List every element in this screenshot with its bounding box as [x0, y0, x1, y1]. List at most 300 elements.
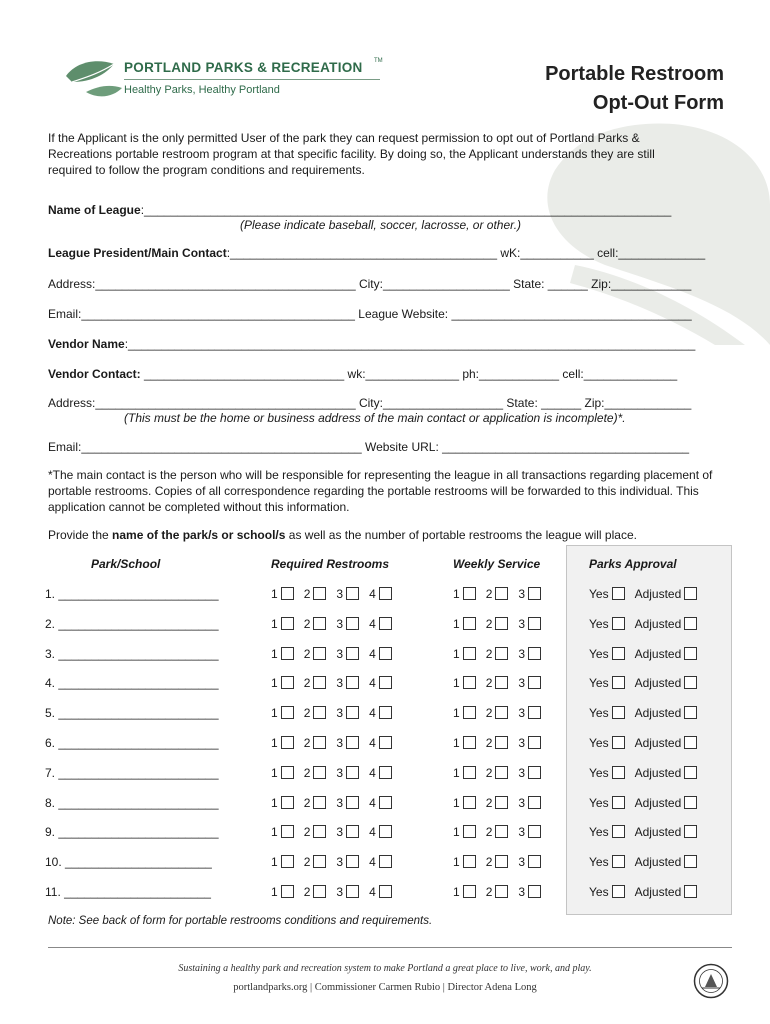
league-name-line[interactable]: :_______________________________________________________________________________: [140, 203, 672, 217]
weekly-service-option[interactable]: [453, 766, 476, 780]
park-school-field[interactable]: [45, 676, 219, 690]
weekly-service-option[interactable]: [518, 587, 541, 601]
weekly-service-option[interactable]: [486, 647, 509, 661]
required-restrooms-option[interactable]: [304, 766, 327, 780]
weekly-service-option[interactable]: [486, 855, 509, 869]
required-restrooms-option[interactable]: [271, 885, 294, 899]
checkbox[interactable]: [346, 587, 359, 600]
checkbox[interactable]: [463, 676, 476, 689]
table-row: [0, 617, 770, 637]
weekly-service-option[interactable]: [453, 706, 476, 720]
checkbox[interactable]: [281, 885, 294, 898]
required-restrooms-option[interactable]: [304, 617, 327, 631]
parks-approval: [589, 885, 707, 899]
checkbox[interactable]: [463, 796, 476, 809]
weekly-service-option[interactable]: [486, 587, 509, 601]
weekly-service-option[interactable]: [486, 706, 509, 720]
weekly-service-option[interactable]: [453, 617, 476, 631]
required-restrooms-option[interactable]: [369, 855, 392, 869]
checkbox[interactable]: [379, 855, 392, 868]
checkbox[interactable]: [463, 617, 476, 630]
table-row: [0, 676, 770, 696]
checkbox[interactable]: [281, 736, 294, 749]
checkbox[interactable]: [612, 587, 625, 600]
checkbox[interactable]: [313, 617, 326, 630]
parks-approval-option[interactable]: [635, 855, 698, 869]
checkbox[interactable]: [346, 617, 359, 630]
park-school-line[interactable]: ________________________: [58, 676, 219, 691]
checkbox[interactable]: [528, 587, 541, 600]
required-restrooms-option[interactable]: [271, 796, 294, 810]
vendor-address-field[interactable]: Address:_______________________________________ City:__________________ State: ______ Zip:_____________: [48, 396, 692, 410]
checkbox[interactable]: [313, 825, 326, 838]
checkbox[interactable]: [281, 706, 294, 719]
parks-approval: [589, 825, 707, 839]
weekly-service-option-label: 1: [453, 795, 460, 810]
weekly-service-option-label: 2: [485, 825, 493, 840]
weekly-service-option[interactable]: [486, 825, 509, 839]
required-restrooms-option[interactable]: [369, 766, 392, 780]
weekly-service-option[interactable]: [518, 736, 541, 750]
weekly-service-option[interactable]: [453, 825, 476, 839]
required-restrooms-option[interactable]: [369, 647, 392, 661]
park-school-field[interactable]: [45, 736, 219, 750]
park-school-field[interactable]: [45, 706, 219, 720]
weekly-service-option[interactable]: [486, 736, 509, 750]
checkbox[interactable]: [313, 706, 326, 719]
checkbox[interactable]: [346, 647, 359, 660]
required-restrooms-option-label: 3: [336, 616, 344, 631]
park-school-line[interactable]: ________________________: [58, 825, 219, 840]
checkbox[interactable]: [612, 766, 625, 779]
required-restrooms-option[interactable]: [304, 706, 327, 720]
checkbox[interactable]: [612, 885, 625, 898]
required-restrooms: [271, 855, 402, 869]
checkbox[interactable]: [379, 587, 392, 600]
checkbox[interactable]: [495, 855, 508, 868]
checkbox[interactable]: [346, 825, 359, 838]
row-number: 2.: [45, 616, 56, 631]
weekly-service-option[interactable]: [518, 885, 541, 899]
park-school-line[interactable]: ________________________: [58, 587, 219, 601]
weekly-service-option-label: 1: [453, 646, 460, 661]
parks-approval-option-label: Adjusted: [634, 855, 682, 870]
required-restrooms-option[interactable]: [304, 587, 327, 601]
vendor-name-line[interactable]: :_____________________________________________________________________________________: [124, 337, 696, 351]
required-restrooms-option[interactable]: [271, 617, 294, 631]
required-restrooms: [271, 766, 402, 780]
weekly-service-option[interactable]: [518, 647, 541, 661]
weekly-service-option[interactable]: [518, 706, 541, 720]
row-number: 3.: [45, 646, 56, 661]
checkbox[interactable]: [313, 796, 326, 809]
checkbox[interactable]: [495, 736, 508, 749]
back-of-form-note: Note: See back of form for portable restrooms conditions and requirements.: [48, 915, 433, 927]
weekly-service-option-label: 2: [485, 646, 493, 661]
checkbox[interactable]: [684, 617, 697, 630]
required-restrooms: [271, 706, 402, 720]
checkbox[interactable]: [463, 855, 476, 868]
form-title: [545, 60, 724, 118]
checkbox[interactable]: [379, 706, 392, 719]
required-restrooms-option[interactable]: [336, 587, 359, 601]
required-restrooms-option[interactable]: [271, 676, 294, 690]
required-restrooms-option[interactable]: [336, 736, 359, 750]
league-president-field[interactable]: [48, 246, 705, 260]
required-restrooms-option[interactable]: [369, 796, 392, 810]
required-restrooms-option[interactable]: [336, 676, 359, 690]
required-restrooms-option[interactable]: [369, 885, 392, 899]
checkbox[interactable]: [379, 766, 392, 779]
required-restrooms-option-label: 1: [271, 646, 278, 661]
parks-approval-option-label: Yes: [589, 825, 609, 840]
required-restrooms: [271, 825, 402, 839]
parks-approval-option[interactable]: [589, 587, 625, 601]
parks-approval-option[interactable]: [635, 825, 698, 839]
required-restrooms-option[interactable]: [304, 855, 327, 869]
checkbox[interactable]: [346, 855, 359, 868]
checkbox[interactable]: [612, 825, 625, 838]
checkbox[interactable]: [379, 885, 392, 898]
checkbox[interactable]: [612, 617, 625, 630]
weekly-service-option[interactable]: [518, 617, 541, 631]
city-seal-icon: [693, 963, 729, 999]
weekly-service-option[interactable]: [518, 766, 541, 780]
parks-approval-option[interactable]: [635, 736, 698, 750]
checkbox[interactable]: [379, 676, 392, 689]
checkbox[interactable]: [612, 647, 625, 660]
weekly-service-option-label: 2: [485, 855, 493, 870]
parks-approval-option[interactable]: [635, 676, 698, 690]
checkbox[interactable]: [379, 796, 392, 809]
checkbox[interactable]: [612, 676, 625, 689]
required-restrooms-option-label: 2: [303, 676, 311, 691]
weekly-service-option[interactable]: [518, 676, 541, 690]
required-restrooms-option-label: 3: [336, 825, 344, 840]
required-restrooms-option-label: 3: [336, 646, 344, 661]
checkbox[interactable]: [684, 587, 697, 600]
checkbox[interactable]: [463, 647, 476, 660]
weekly-service-option[interactable]: [486, 676, 509, 690]
checkbox[interactable]: [346, 885, 359, 898]
park-school-field[interactable]: [45, 855, 212, 869]
checkbox[interactable]: [281, 617, 294, 630]
checkbox[interactable]: [612, 796, 625, 809]
required-restrooms-option-label: 4: [369, 736, 376, 750]
checkbox[interactable]: [495, 825, 508, 838]
park-school-field[interactable]: [45, 647, 219, 661]
vendor-contact-field[interactable]: [48, 367, 677, 381]
required-restrooms-option[interactable]: [336, 647, 359, 661]
weekly-service-option[interactable]: [486, 796, 509, 810]
park-school-line[interactable]: ________________________: [58, 795, 219, 810]
checkbox[interactable]: [495, 796, 508, 809]
required-restrooms-option-label: 2: [303, 885, 311, 899]
parks-approval-option[interactable]: [589, 706, 625, 720]
required-restrooms-option[interactable]: [304, 885, 327, 899]
park-school-field[interactable]: [45, 617, 219, 631]
checkbox[interactable]: [313, 736, 326, 749]
park-school-field[interactable]: [45, 825, 219, 839]
checkbox[interactable]: [281, 647, 294, 660]
checkbox[interactable]: [528, 766, 541, 779]
checkbox[interactable]: [346, 736, 359, 749]
parks-approval-option[interactable]: [635, 647, 698, 661]
checkbox[interactable]: [495, 706, 508, 719]
parks-approval-option[interactable]: [635, 706, 698, 720]
checkbox[interactable]: [495, 617, 508, 630]
parks-approval-option[interactable]: [589, 855, 625, 869]
park-school-field[interactable]: [45, 885, 211, 899]
header-required-restrooms: Required Restrooms: [271, 557, 390, 571]
weekly-service-option-label: 1: [453, 736, 460, 750]
checkbox[interactable]: [528, 706, 541, 719]
required-restrooms-option[interactable]: [271, 855, 294, 869]
league-name-field[interactable]: [48, 203, 671, 217]
checkbox[interactable]: [528, 736, 541, 749]
parks-approval-option-label: Yes: [589, 736, 609, 750]
checkbox[interactable]: [379, 736, 392, 749]
checkbox[interactable]: [281, 855, 294, 868]
checkbox[interactable]: [463, 885, 476, 898]
checkbox[interactable]: [528, 647, 541, 660]
required-restrooms-option[interactable]: [336, 796, 359, 810]
required-restrooms-option[interactable]: [304, 796, 327, 810]
parks-approval-option-label: Adjusted: [634, 885, 682, 899]
parks-approval-option-label: Adjusted: [634, 616, 682, 631]
parks-approval-option-label: Yes: [589, 676, 609, 691]
parks-approval-option-label: Adjusted: [634, 587, 682, 601]
required-restrooms-option-label: 1: [271, 676, 278, 691]
required-restrooms-option[interactable]: [336, 617, 359, 631]
required-restrooms-option-label: 2: [303, 855, 311, 870]
park-school-line[interactable]: ________________________: [58, 646, 219, 661]
weekly-service-option[interactable]: [518, 825, 541, 839]
parks-approval-option[interactable]: [589, 885, 625, 899]
checkbox[interactable]: [684, 796, 697, 809]
parks-approval-option[interactable]: [589, 647, 625, 661]
weekly-service-option[interactable]: [518, 855, 541, 869]
vendor-name-field[interactable]: [48, 337, 695, 351]
checkbox[interactable]: [528, 825, 541, 838]
league-email-field[interactable]: Email:_________________________________________ League Website: ____________________________________: [48, 307, 692, 321]
checkbox[interactable]: [463, 766, 476, 779]
table-row: [0, 706, 770, 726]
vendor-address-hint: (This must be the home or business address of the main contact or application is incomplete)*.: [124, 411, 626, 425]
weekly-service-option-label: 3: [518, 736, 526, 750]
park-school-line[interactable]: ________________________: [58, 706, 219, 721]
checkbox[interactable]: [684, 885, 697, 898]
org-name: PORTLAND PARKS & RECREATION: [124, 60, 363, 75]
required-restrooms-option[interactable]: [369, 825, 392, 839]
checkbox[interactable]: [528, 885, 541, 898]
checkbox[interactable]: [684, 766, 697, 779]
required-restrooms-option[interactable]: [336, 706, 359, 720]
required-restrooms-option[interactable]: [304, 736, 327, 750]
checkbox[interactable]: [495, 766, 508, 779]
required-restrooms-option-label: 4: [369, 706, 376, 721]
checkbox[interactable]: [346, 676, 359, 689]
checkbox[interactable]: [684, 736, 697, 749]
park-school-line[interactable]: ________________________: [58, 736, 219, 750]
parks-approval-option[interactable]: [589, 736, 625, 750]
required-restrooms-option[interactable]: [271, 647, 294, 661]
checkbox[interactable]: [612, 706, 625, 719]
parks-approval-option[interactable]: [635, 885, 698, 899]
checkbox[interactable]: [684, 855, 697, 868]
required-restrooms-option-label: 4: [369, 616, 376, 631]
weekly-service-option[interactable]: [453, 885, 476, 899]
weekly-service-option[interactable]: [453, 587, 476, 601]
parks-approval-option[interactable]: [589, 766, 625, 780]
weekly-service-option-label: 1: [453, 885, 460, 899]
park-school-line[interactable]: ______________________: [65, 855, 212, 870]
weekly-service-option-label: 2: [485, 736, 493, 750]
checkbox[interactable]: [313, 885, 326, 898]
park-school-field[interactable]: [45, 796, 219, 810]
checkbox[interactable]: [463, 736, 476, 749]
required-restrooms-option[interactable]: [271, 706, 294, 720]
required-restrooms-option[interactable]: [271, 587, 294, 601]
park-school-line[interactable]: ________________________: [58, 765, 219, 780]
parks-approval-option-label: Yes: [589, 706, 609, 721]
parks-approval-option[interactable]: [589, 796, 625, 810]
required-restrooms-option-label: 2: [303, 765, 311, 780]
checkbox[interactable]: [379, 647, 392, 660]
weekly-service-option[interactable]: [486, 617, 509, 631]
checkbox[interactable]: [281, 766, 294, 779]
league-address-field[interactable]: Address:_______________________________________ City:___________________ State: ______ Zip:____________: [48, 277, 692, 291]
checkbox[interactable]: [495, 676, 508, 689]
required-restrooms-option[interactable]: [369, 736, 392, 750]
required-restrooms-option[interactable]: [271, 825, 294, 839]
required-restrooms-option-label: 1: [271, 885, 278, 899]
checkbox[interactable]: [684, 647, 697, 660]
required-restrooms-option[interactable]: [271, 736, 294, 750]
checkbox[interactable]: [313, 766, 326, 779]
checkbox[interactable]: [313, 855, 326, 868]
checkbox[interactable]: [379, 617, 392, 630]
weekly-service-option-label: 2: [485, 706, 493, 721]
checkbox[interactable]: [463, 825, 476, 838]
required-restrooms-option-label: 1: [271, 587, 278, 601]
required-restrooms-option-label: 4: [369, 885, 376, 899]
required-restrooms-option[interactable]: [369, 587, 392, 601]
parks-approval-option[interactable]: [635, 766, 698, 780]
parks-approval-option[interactable]: [635, 587, 698, 601]
checkbox[interactable]: [495, 885, 508, 898]
parks-approval-option[interactable]: [589, 676, 625, 690]
checkbox[interactable]: [528, 796, 541, 809]
org-tagline: Healthy Parks, Healthy Portland: [124, 84, 280, 96]
vendor-email-field[interactable]: Email:__________________________________________ Website URL: _____________________________________: [48, 440, 690, 454]
checkbox[interactable]: [612, 855, 625, 868]
form-title-line2: Opt-Out Form: [592, 92, 724, 114]
required-restrooms-option[interactable]: [369, 617, 392, 631]
weekly-service-option[interactable]: [453, 676, 476, 690]
park-school-field[interactable]: [45, 587, 219, 601]
parks-approval-option-label: Yes: [589, 616, 609, 631]
weekly-service-option[interactable]: [486, 766, 509, 780]
required-restrooms-option-label: 2: [303, 825, 311, 840]
parks-approval-option[interactable]: [635, 796, 698, 810]
weekly-service-option[interactable]: [453, 736, 476, 750]
checkbox[interactable]: [684, 706, 697, 719]
checkbox[interactable]: [684, 676, 697, 689]
required-restrooms-option-label: 4: [369, 825, 376, 840]
parks-approval-option[interactable]: [635, 617, 698, 631]
vendor-contact-label: Vendor Contact:: [48, 367, 141, 381]
checkbox[interactable]: [495, 587, 508, 600]
checkbox[interactable]: [281, 796, 294, 809]
checkbox[interactable]: [528, 855, 541, 868]
required-restrooms-option[interactable]: [369, 706, 392, 720]
checkbox[interactable]: [495, 647, 508, 660]
provide-text-bold: name of the park/s or school/s: [112, 528, 286, 542]
parks-approval-option-label: Yes: [589, 795, 609, 810]
checkbox[interactable]: [463, 587, 476, 600]
required-restrooms-option-label: 4: [369, 587, 376, 601]
weekly-service-option[interactable]: [453, 647, 476, 661]
checkbox[interactable]: [684, 825, 697, 838]
required-restrooms-option[interactable]: [304, 676, 327, 690]
checkbox[interactable]: [463, 706, 476, 719]
weekly-service-option-label: 2: [485, 765, 493, 780]
intro-paragraph: If the Applicant is the only permitted User of the park they can request permission to opt out of Portland Parks & Recreations portable restroom program at that specific facility. By doing so, the Applicant understands they are still required to follow the program conditions and requirements.: [48, 131, 655, 177]
checkbox[interactable]: [313, 647, 326, 660]
checkbox[interactable]: [313, 676, 326, 689]
footer-divider: [48, 947, 732, 948]
weekly-service-option[interactable]: [453, 796, 476, 810]
park-school-field[interactable]: [45, 766, 219, 780]
weekly-service-option[interactable]: [486, 885, 509, 899]
weekly-service-option[interactable]: [453, 855, 476, 869]
required-restrooms-option[interactable]: [336, 766, 359, 780]
league-president-line[interactable]: :________________________________________ wK:___________ cell:_____________: [226, 246, 706, 260]
required-restrooms-option[interactable]: [369, 676, 392, 690]
table-row: [0, 766, 770, 786]
required-restrooms-option[interactable]: [271, 766, 294, 780]
checkbox[interactable]: [281, 676, 294, 689]
checkbox[interactable]: [346, 766, 359, 779]
required-restrooms-option-label: 4: [369, 765, 376, 780]
parks-approval-option[interactable]: [589, 825, 625, 839]
checkbox[interactable]: [528, 676, 541, 689]
checkbox[interactable]: [346, 796, 359, 809]
park-school-line[interactable]: ________________________: [58, 616, 219, 631]
checkbox[interactable]: [281, 587, 294, 600]
required-restrooms-option-label: 3: [336, 795, 344, 810]
vendor-contact-line[interactable]: ______________________________ wk:______________ ph:____________ cell:______________: [140, 367, 678, 381]
required-restrooms-option-label: 3: [336, 706, 344, 721]
parks-approval-option[interactable]: [589, 617, 625, 631]
required-restrooms-option[interactable]: [336, 825, 359, 839]
checkbox[interactable]: [528, 617, 541, 630]
required-restrooms-option[interactable]: [336, 885, 359, 899]
required-restrooms-option[interactable]: [336, 855, 359, 869]
required-restrooms-option[interactable]: [304, 825, 327, 839]
checkbox[interactable]: [346, 706, 359, 719]
checkbox[interactable]: [379, 825, 392, 838]
checkbox[interactable]: [281, 825, 294, 838]
weekly-service-option[interactable]: [518, 796, 541, 810]
checkbox[interactable]: [612, 736, 625, 749]
footer-tagline: Sustaining a healthy park and recreation system to make Portland a great place to live, work, and play.: [178, 963, 592, 974]
park-school-line[interactable]: ______________________: [64, 885, 211, 899]
required-restrooms-option-label: 1: [271, 706, 278, 721]
checkbox[interactable]: [313, 587, 326, 600]
required-restrooms-option[interactable]: [304, 647, 327, 661]
